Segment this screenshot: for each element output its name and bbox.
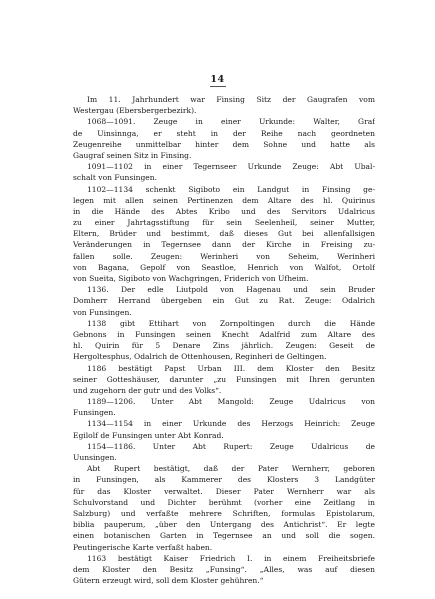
text-line: Domherr Herrand übergeben ein Gut zu Rat. Zeuge: Odalrich	[73, 296, 375, 306]
text-line: biblia pauperum, „über den Untergang des Antichrist“. Er legte	[73, 520, 375, 530]
text-line: legen mit allen seinen Pertinenzen dem Altare des hl. Quirinus	[73, 195, 375, 205]
text-line: fallen solle. Zeugen: Werinheri von Seheim, Werinheri	[73, 251, 375, 261]
text-line: Eltern, Brüder und bestimmt, daß dieses Gut bei allenfallsigen	[73, 229, 375, 239]
text-line: Zeugenreihe unmittelbar hinter dem Sohne und hatte als	[73, 139, 375, 149]
text-line: Funsingen.	[73, 408, 116, 418]
text-line: 1189—1206. Unter Abt Mangold: Zeuge Udalricus von	[87, 397, 375, 407]
text-line: Schulvorstand und Dichter berühmt (vorher eine Zeitlang in	[73, 497, 375, 507]
text-line: von Sueita, Sigiboto von Wachgringen, Friderich von Ufheim.	[73, 274, 309, 283]
text-line: Uunsingen.	[73, 453, 117, 462]
text-line: von Funsingen.	[73, 307, 132, 317]
text-line: 1068—1091. Zeuge in einer Urkunde: Walter, Graf	[87, 117, 375, 127]
text-line: de Uinsinnga, er steht in der Reihe nach geordneten	[73, 128, 375, 138]
text-line: Salzburg) und verfaßte mehrere Schriften, formulas Epistolarum,	[73, 508, 375, 518]
text-line: hl. Quirin für 5 Denare Zins jährlich. Zeugen: Geseit de	[73, 341, 375, 351]
page-number-underline	[210, 86, 226, 87]
text-line: 1136. Der edle Liutpold von Hagenau und sein Bruder	[87, 285, 375, 295]
text-line: in die Hände des Abtes Kribo und des Servitors Udalricus	[73, 206, 375, 216]
text-line: 1154—1186. Unter Abt Rupert: Zeuge Udalricus de	[87, 441, 375, 451]
text-line: dem Kloster den Besitz „Funsing“. „Alles, was auf diesen	[73, 564, 375, 574]
text-line: Im 11. Jahrhundert war Finsing Sitz der Gaugrafen vom	[87, 95, 375, 104]
text-line: 1091—1102 in einer Tegernseer Urkunde Zeuge: Abt Ubal-	[87, 162, 375, 172]
text-line: 1163 bestätigt Kaiser Friedrich I. in einem Freiheitsbriefe	[87, 553, 375, 563]
text-line: Hergoltesphus, Odalrich de Ottenhousen, Reginheri de Geltingen.	[73, 352, 327, 362]
page-number: 14	[210, 74, 225, 85]
text-line: Westergau (Ebersbergerbezirk).	[73, 106, 197, 116]
text-line: einen botanischen Garten in Tegernsee an und soll die sogen.	[73, 531, 375, 541]
text-line: schalt von Funsingen.	[73, 173, 158, 183]
text-line: seiner Gotteshäuser, darunter „zu Funsingen mit Ihren gerunten	[73, 374, 375, 384]
text-line: zu einer Jahrtagsstiftung für sein Seelenheil, seiner Mutter,	[73, 218, 375, 228]
text-line: für das Kloster verwaltet. Dieser Pater Wernherr war als	[73, 486, 375, 496]
text-line: Gebnons in Funsingen seinen Knecht Adalfrid zum Altare des	[73, 329, 375, 339]
body-text	[73, 94, 375, 586]
text-line: Abt Rupert bestätigt, daß der Pater Wernherr, geboren	[87, 464, 375, 474]
text-line: von Bagana, Gepolf von Seastloe, Henrich von Walfot, Ortolf	[73, 262, 375, 272]
text-line: und zugehorn der gutr und des Volks“.	[73, 385, 222, 395]
text-line: Veränderungen in Tegernsee dann der Kirche in Freising zu-	[73, 240, 375, 250]
text-line: Gaugraf seinen Sitz in Finsing.	[73, 150, 192, 160]
text-line: 1134—1154 in einer Urkunde des Herzogs Heinrich: Zeuge	[87, 419, 375, 429]
text-line: Gütern erzeugt wird, soll dem Kloster gehühren.“	[73, 576, 264, 586]
text-line: 1138 gibt Ettihart von Zornpoltingen durch die Hände	[87, 318, 375, 328]
text-line: Egilolf de Funsingen unter Abt Konrad.	[73, 430, 224, 440]
text-line: Peutingerische Karte verfaßt haben.	[73, 542, 213, 552]
text-line: 1186 bestätigt Papst Urban III. dem Kloster den Besitz	[87, 363, 375, 373]
text-line: 1102—1134 schenkt Sigiboto ein Landgut in Finsing ge-	[87, 184, 375, 194]
text-line: in Funsingen, als Kammerer des Klosters 3 Landgüter	[73, 475, 375, 485]
